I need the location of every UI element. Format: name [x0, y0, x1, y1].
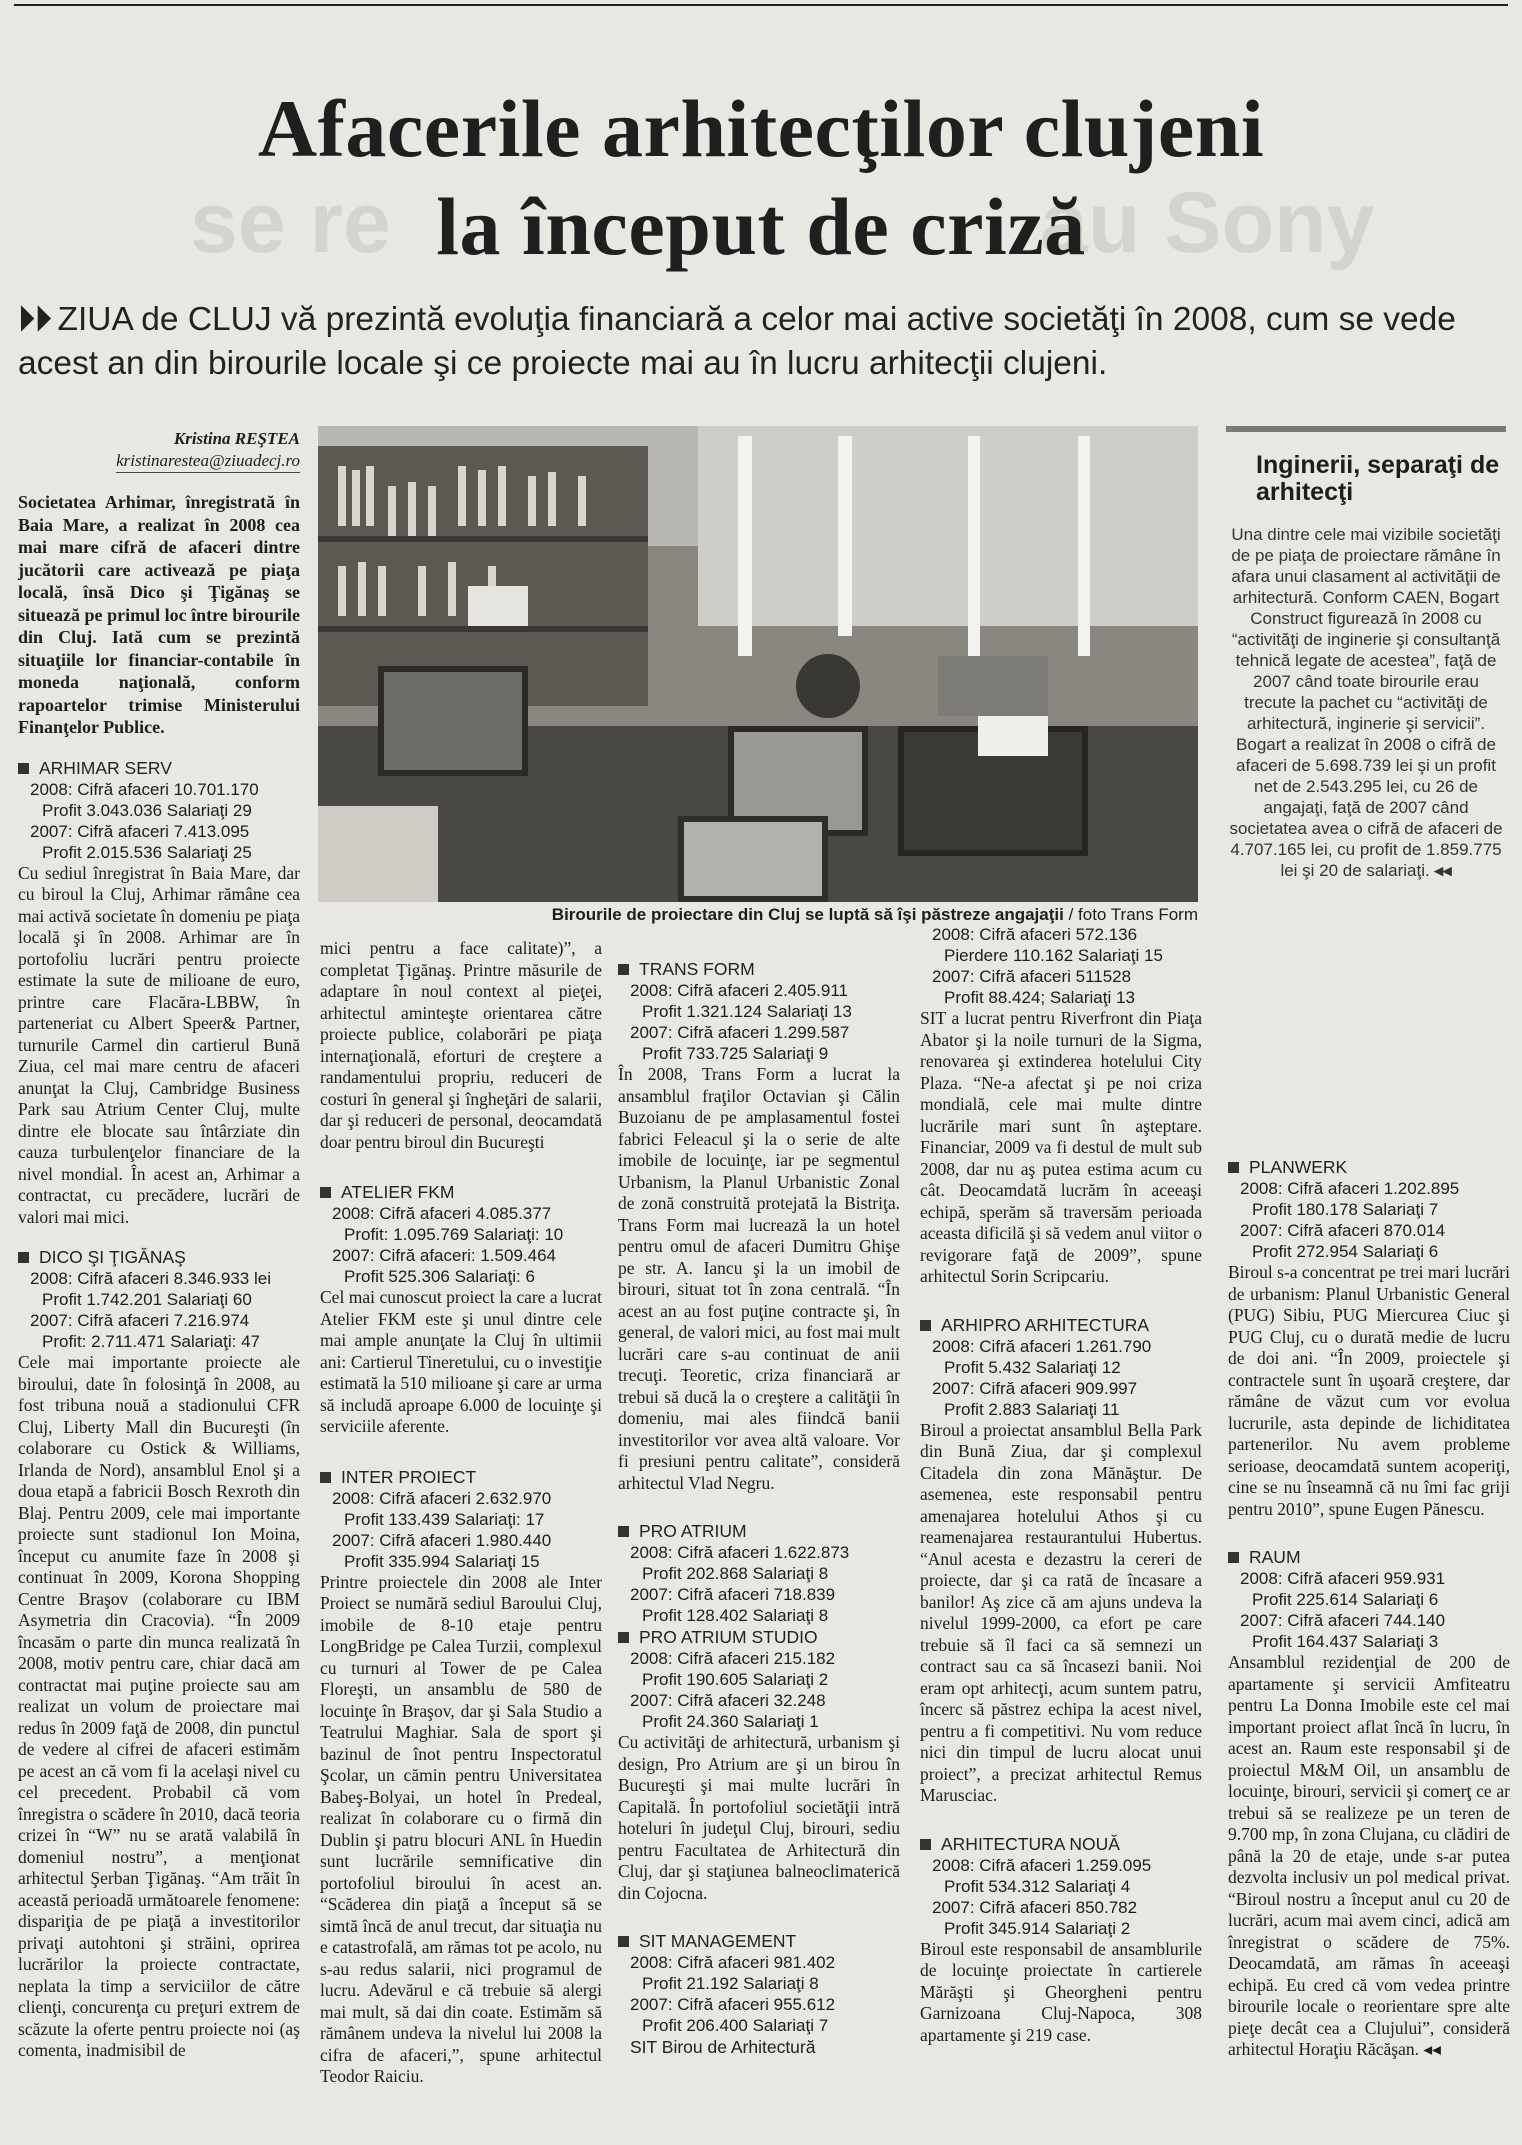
sidebar-rule — [1226, 426, 1506, 432]
company-figures: 2008: Cifră afaceri 8.346.933 lei Profit 1.742.201 Salariaţi 60 2007: Cifră afaceri 7.216.974 Profit: 2.711.471 Salariaţi: 47 — [30, 1269, 271, 1351]
body-transform: În 2008, Trans Form a lucrat la ansamblul fraţilor Octavian şi Călin Buzoianu de pe amplasamentul fostei fabrici Feleacul şi la o serie de alte imobile de locuinţe, iar pe segmentul Urbanism, la Planul Urbanistic Zonal de zonă construită protejată la Bistriţa. Trans Form mai lucrează la un hotel pentru omul de afaceri Dumitru Ghişe pe str. A. Iancu şi la un imobil de birouri, situat tot în zona centrală. “În acest an au fost puţine contracte şi, în general, de valori mici, au fost mai mult lucrări care s-au continuat de anii trecuţi. Teoretic, criza financiară ar trebui să ducă la o creştere a calităţii în domeniu, mai ales fiindcă banii investitorilor vor avea altă valoare. Vor fi presiuni pentru calitate”, consideră arhitectul Vlad Negru. — [618, 1064, 900, 1493]
company-name: PRO ATRIUM — [618, 1520, 900, 1542]
end-mark-icon: ◂◂ — [1429, 861, 1452, 880]
photo-caption — [318, 904, 1198, 926]
square-bullet-icon — [920, 1839, 931, 1850]
body-arhimar: Cu sediul înregistrat în Baia Mare, dar cu biroul la Cluj, Arhimar rămâne cea mai activă societate în domeniu pe piaţa locală şi în 2008. Arhimar are în portofoliu lucrări pentru proiecte estimate la sute de milioane de euro, printre care Flacăra-LBBW, în parteneriat cu Albert Speer& Partner, turnurile Carmel din cartierul Bună Ziua, cel mai mare centru de afaceri anunţat la Cluj, Cambridge Business Park sau Atrium Center Cluj, multe dintre ele blocate sau întârziate din cauza turbulenţelor financiare de la nivel mondial. În acest an, Arhimar a contractat, cu precădere, lucrări de valori mai mici. — [18, 862, 300, 1227]
company-name: PRO ATRIUM STUDIO — [618, 1626, 900, 1648]
company-fkm — [320, 1181, 602, 1287]
column-5 — [1228, 1156, 1510, 2061]
lead-paragraph — [18, 298, 1504, 386]
body-arhipro: Biroul a proiectat ansamblul Bella Park din Bună Ziua, dar şi complexul Citadela din zona Mănăştur. De asemenea, este responsabil pentru amenajarea hotelului Athos şi cu reamenajarea restaurantului Hubertus. “Anul acesta e dezastru la cereri de proiecte, dar şi ca rată de încasare a banilor! Aş zice că am ajuns undeva la nivelul 1999-2000, ca efort pe care trebuie să îl faci ca să semnezi un contract sau ca să încasezi banii. Noi eram opt arhitecţi, acum suntem patru, încerc să păstrez echipa la acest nivel, pentru a fi competitivi. Nu vom reduce nici din timpul de lucru alocat unui proiect”, a precizat arhitectul Remus Marusciac. — [920, 1419, 1202, 1805]
company-figures: 2008: Cifră afaceri 4.085.377 Profit: 1.095.769 Salariaţi: 10 2007: Cifră afaceri: 1.509.464 Profit 525.306 Salariaţi: 6 — [332, 1204, 564, 1286]
square-bullet-icon — [320, 1472, 331, 1483]
company-name: ARHIPRO ARHITECTURA — [920, 1314, 1202, 1336]
company-figures: 2008: Cifră afaceri 959.931 Profit 225.614 Salariaţi 6 2007: Cifră afaceri 744.140 Profit 164.437 Salariaţi 3 — [1240, 1569, 1446, 1651]
company-figures: 2008: Cifră afaceri 981.402 Profit 21.192 Salariaţi 8 2007: Cifră afaceri 955.612 Profit 206.400 Salariaţi 7 — [630, 1953, 836, 2035]
company-sit — [618, 1930, 900, 2058]
company-name: PLANWERK — [1228, 1156, 1510, 1178]
company-name: INTER PROIECT — [320, 1466, 602, 1488]
company-planwerk — [1228, 1156, 1510, 1262]
company-name: RAUM — [1228, 1546, 1510, 1568]
body-fkm: Cel mai cunoscut proiect la care a lucrat Atelier FKM este şi unul dintre cele mai ample anunţate la Cluj în ultimii ani: Cartierul Tineretului, cu o investiţie estimată la 510 milioane şi care ar urma să includă aproape 6.000 de locuinţe şi serviciile aferente. — [320, 1287, 602, 1436]
sidebar-title: Inginerii, separaţi de arhitecţi — [1256, 451, 1500, 506]
company-inter — [320, 1466, 602, 1572]
company-subname: SIT Birou de Arhitectură — [630, 2037, 816, 2057]
body-dico: Cele mai importante proiecte ale biroului, date în folosinţă în 2008, au fost tribuna nouă a stadionului CFR Cluj, Liberty Mall din Bucureşti (în colaborare cu Ostick & Williams, Irlanda de Nord), ansamblul Enol şi a doua etapă a fabricii Bosch Rexroth din Blaj. Pentru 2009, cele mai importante proiecte sunt stadionul Ion Moina, început cu anumite faze în 2008 şi continuat în 2009, Korona Shopping Centre Braşov (colaborare cu IBM Asymetria din Cracovia). “În 2009 încasăm o parte din munca realizată în 2008, motiv pentru care, chiar dacă am contractat mai puţine proiecte sau am realizat un volum de proiectare mai redus în 2009 faţă de 2008, din punctul de vedere al cifrei de afaceri estimăm pe acest an că vom fi la acelaşi nivel cu cel precedent. Probabil că vom înregistra o scădere în 2010, dacă teoria crizei în “W” nu se arată valabilă în domeniul nostru”, a menţionat arhitectul Şerban Ţigănaş. “Am trăit în această perioadă următoarele fenomene: dispariţia de pe piaţă a investitorilor privaţi autohtoni şi străini, oprirea lucrărilor la proiecte contractate, neplata la timp a serviciilor de către clienţi, concurenţa cu preţuri extrem de scăzute la oferte pentru proiecte noi (aş comenta, inadmisibil de — [18, 1352, 300, 2060]
company-figures: 2008: Cifră afaceri 215.182 Profit 190.605 Salariaţi 2 2007: Cifră afaceri 32.248 Profit 24.360 Salariaţi 1 — [630, 1649, 836, 1731]
square-bullet-icon — [18, 1252, 29, 1263]
company-arhimar — [18, 757, 300, 863]
company-sit-birou — [920, 924, 1202, 1008]
company-figures: 2008: Cifră afaceri 10.701.170 Profit 3.043.036 Salariaţi 29 2007: Cifră afaceri 7.413.095 Profit 2.015.536 Salariaţi 25 — [30, 779, 259, 862]
company-noua — [920, 1833, 1202, 1939]
square-bullet-icon — [618, 1526, 629, 1537]
body-raum: Ansamblul rezidenţial de 200 de apartamente şi servicii Amfiteatru pentru La Donna Imobile este cel mai important proiect aflat încă în lucru, în acest an. Raum este responsabil şi de proiectul M&M Oil, un ansamblu de locuinţe, birouri, servicii şi comerţ ce ar trebui să se realizeze pe un teren de 9.700 mp, în zona Clujana, cu clădiri de până la 20 de etaje, unde s-ar putea dezvolta inclusiv un pol medical privat. “Biroul nostru a început anul cu 20 de lucrări, acum mai avem cinci, adică am înregistrat o scădere de 75%. Deocamdată, am rămas în aceeaşi echipă. Eu cred că vom vedea printre birourile locale o reorientare spre alte pieţe decât cea a Clujului”, consideră arhitectul Horaţiu Răcăşan. — [1228, 1652, 1510, 2059]
square-bullet-icon — [618, 1632, 629, 1643]
article-end-icon: ◂◂ — [1418, 2039, 1441, 2059]
top-rule — [14, 4, 1508, 6]
lead-text: ZIUA de CLUJ vă prezintă evoluţia financiară a celor mai active societăţi în 2008, cum se vede acest an din birourile locale şi ce proiecte mai au în lucru arhitecţii clujeni. — [18, 301, 1456, 382]
company-figures: 2008: Cifră afaceri 572.136 Pierdere 110.162 Salariaţi 15 2007: Cifră afaceri 511528 Profit 88.424; Salariaţi 13 — [932, 925, 1163, 1007]
company-name: ARHITECTURA NOUĂ — [920, 1833, 1202, 1855]
company-figures: 2008: Cifră afaceri 1.622.873 Profit 202.868 Salariaţi 8 2007: Cifră afaceri 718.839 Profit 128.402 Salariaţi 8 — [630, 1543, 850, 1625]
square-bullet-icon — [1228, 1162, 1239, 1173]
company-arhipro — [920, 1314, 1202, 1420]
company-figures: 2008: Cifră afaceri 1.259.095 Profit 534.312 Salariaţi 4 2007: Cifră afaceri 850.782 Profit 345.914 Salariaţi 2 — [932, 1855, 1152, 1938]
column-2 — [320, 938, 602, 2088]
company-name: SIT MANAGEMENT — [618, 1930, 900, 1952]
author-email: kristinarestea@ziuadecj.ro — [116, 450, 300, 473]
company-transform — [618, 958, 900, 1064]
body-dico-continued: mici pentru a face calitate)”, a completat Ţigănaş. Printre măsurile de adaptare în noul context al pieţei, arhitectul aminteşte orientarea către proiecte publice, colaborări pe piaţa internaţională, eforturi de creştere a randamentului propriu, reduceri de costuri în general şi îngheţări de salarii, dar şi reduceri de personal, deocamdată doar pentru biroul din Bucureşti — [320, 938, 602, 1152]
body-sit: SIT a lucrat pentru Riverfront din Piaţa Abator şi la noile turnuri de la Sigma, renovarea şi extinderea hotelului City Plaza. “Ne-a afectat şi pe noi criza mondială, cele mai multe dintre lucrările mari sunt în aşteptare. Financiar, 2009 va fi destul de mult sub 2008, dar nu aş putea estima acum cu cât. Deocamdată lucrăm în aceeaşi echipă, sperăm să traversăm perioada aceasta dificilă şi să vedem anul viitor o revigorare faţă de 2009”, spune arhitectul Sorin Scripcariu. — [920, 1008, 1202, 1286]
body-noua: Biroul este responsabil de ansamblurile de locuinţe proiectate în cartierele Mărăşti şi Gheorgheni pentru Garnizoana Cluj-Napoca, 308 apartamente şi 219 case. — [920, 1938, 1202, 2045]
headline-line-1: Afacerile arhitecţilor clujeni — [257, 83, 1265, 174]
author-name: Kristina REŞTEA — [173, 429, 300, 448]
double-arrow-icon: ⏵⏵ — [18, 301, 52, 338]
square-bullet-icon — [618, 964, 629, 975]
sidebar-box — [1226, 426, 1506, 881]
column-3 — [618, 958, 900, 2058]
intro-paragraph: Societatea Arhimar, înregistrată în Baia Mare, a realizat în 2008 cea mai mare cifră de afaceri dintre jucătorii care activează pe piaţa locală, însă Dico şi Ţigănaş se situează pe primul loc între birourile din Cluj. Iată cum se prezintă situaţiile lor financiar-contabile în moneda naţională, conform rapoartelor trimise Ministerului Finanţelor Publice. — [18, 492, 300, 737]
photo-credit: / foto Trans Form — [1063, 905, 1198, 924]
company-name: DICO ŞI ŢIGĂNAŞ — [18, 1246, 300, 1268]
byline — [18, 428, 300, 473]
office-photo — [318, 426, 1198, 902]
company-figures: 2008: Cifră afaceri 1.202.895 Profit 180.178 Salariaţi 7 2007: Cifră afaceri 870.014 Profit 272.954 Salariaţi 6 — [1240, 1179, 1460, 1261]
company-name: ATELIER FKM — [320, 1181, 602, 1203]
company-dico — [18, 1246, 300, 1352]
show-through-text-1: se re — [190, 175, 391, 271]
square-bullet-icon — [618, 1936, 629, 1947]
show-through-text-2: au Sony — [1040, 175, 1375, 271]
square-bullet-icon — [320, 1187, 331, 1198]
square-bullet-icon — [920, 1320, 931, 1331]
company-name: ARHIMAR SERV — [18, 757, 300, 779]
company-proatrium — [618, 1520, 900, 1626]
body-inter: Printre proiectele din 2008 ale Inter Proiect se numără sediul Baroului Cluj, imobile de 8-10 etaje pentru LongBridge pe Calea Turzii, complexul cu turnuri al Tower de pe Calea Floreşti, un ansamblu de 580 de locuinţe în Braşov, dar şi Sala Studio a Teatrului Maghiar. Sala de sport şi bazinul de înot pentru Inspectoratul Şcolar, un cămin pentru Universitatea Babeş-Bolyai, un hotel în Predeal, realizat în colaborare cu o firmă din Dublin şi patru blocuri ANL în Huedin sunt lucrările semnificative din portofoliul biroului în acest an. “Scăderea din piaţă a început să se simtă încă de anul trecut, dar situaţia nu e catastrofală, am rămas tot pe acolo, nu s-au redus salarii, nici programul de lucru. Adevărul e că trebuie să alergi mai mult, să dai din coate. Estimăm să rămânem undeva la nivelul lui 2008 la cifra de afaceri,”, spune arhitectul Teodor Raiciu. — [320, 1571, 602, 2086]
company-raum — [1228, 1546, 1510, 1652]
column-4 — [920, 924, 1202, 2046]
column-1 — [18, 428, 300, 2062]
company-name: TRANS FORM — [618, 958, 900, 980]
headline-line-2: la început de criză — [436, 181, 1086, 272]
square-bullet-icon — [18, 763, 29, 774]
body-planwerk: Biroul s-a concentrat pe trei mari lucrări de urbanism: Planul Urbanistic General (PUG) Sibiu, PUG Miercurea Ciuc şi PUG Cluj, cu o durată medie de lucru de doi ani. “În 2009, proiectele şi contractele sunt în uşoară creştere, dar rămâne de văzut cum vor evolua lucrurile, asta depinde de lichiditatea partenerilor. Nu avem probleme serioase, deocamdată suntem acoperiţi, cine se nu înseamnă că nu îmi fac griji pentru 2010”, spune Eugen Pănescu. — [1228, 1262, 1510, 1519]
company-figures: 2008: Cifră afaceri 2.405.911 Profit 1.321.124 Salariaţi 13 2007: Cifră afaceri 1.299.587 Profit 733.725 Salariaţi 9 — [630, 981, 852, 1063]
company-figures: 2008: Cifră afaceri 2.632.970 Profit 133.439 Salariaţi: 17 2007: Cifră afaceri 1.980.440 Profit 335.994 Salariaţi 15 — [332, 1488, 552, 1571]
body-proatrium: Cu activităţi de arhitectură, urbanism şi design, Pro Atrium are şi un birou în Bucureşti şi mai multe lucrări în Capitală. În portofoliul societăţii intră hoteluri în judeţul Cluj, birouri, sediu pentru Facultatea de Arhitectură din Cluj, dar şi staţiunea balneoclimaterică din Cojocna. — [618, 1732, 900, 1903]
sidebar-text: Una dintre cele mai vizibile societăţi de pe piaţa de proiectare rămâne în afara unui clasament al activităţii de arhitectură. Conform CAEN, Bogart Construct figurează în 2008 cu “activităţi de inginerie şi consultanţă tehnică legate de acestea”, faţă de 2007 când toate birourile erau trecute la pachet cu “activităţi de arhitectură, inginerie şi servicii”. Bogart a realizat în 2008 o cifră de afaceri de 5.698.739 lei şi un profit net de 2.543.295 lei, cu 26 de angajaţi, faţă de 2007 când societatea avea o cifră de afaceri de 4.707.165 lei, cu profit de 1.859.775 lei şi 20 de salariaţi. — [1229, 525, 1503, 880]
company-figures: 2008: Cifră afaceri 1.261.790 Profit 5.432 Salariaţi 12 2007: Cifră afaceri 909.997 Profit 2.883 Salariaţi 11 — [932, 1336, 1152, 1419]
company-proatrium-studio — [618, 1626, 900, 1732]
square-bullet-icon — [1228, 1552, 1239, 1563]
caption-text: Birourile de proiectare din Cluj se luptă să îşi păstreze angajaţii — [551, 905, 1064, 924]
article-headline — [0, 80, 1522, 276]
